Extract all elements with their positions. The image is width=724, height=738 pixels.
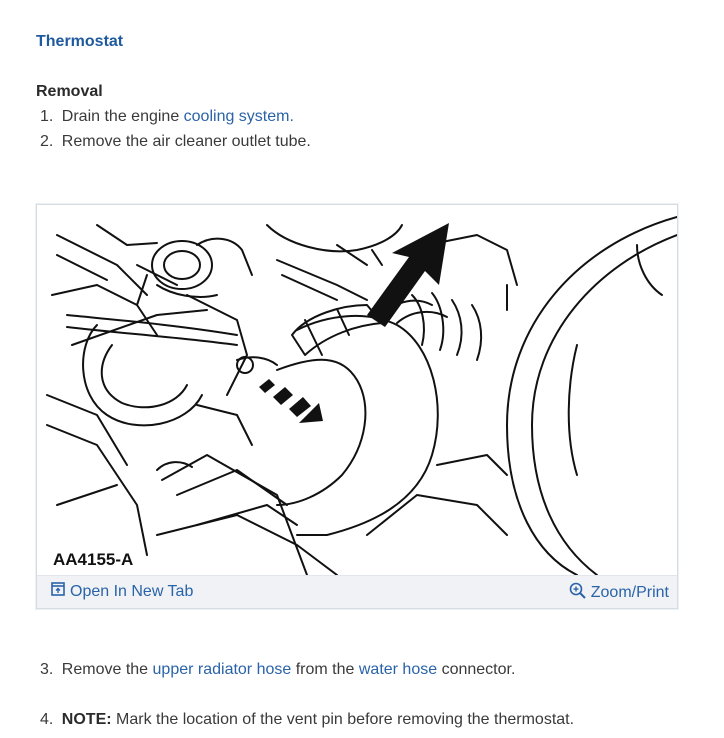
zoom-in-icon [569, 582, 586, 604]
open-new-tab-icon [51, 582, 65, 601]
zoom-print-button[interactable] [569, 582, 669, 604]
step-number: 4. [40, 711, 54, 728]
thermostat-diagram-image[interactable] [37, 205, 677, 575]
step-text: from the [291, 661, 359, 678]
open-in-new-tab-label: Open In New Tab [70, 582, 194, 600]
step-text: Drain the engine [61, 108, 184, 125]
cooling-system-link[interactable]: cooling system. [183, 108, 294, 125]
open-in-new-tab-button[interactable] [51, 582, 193, 601]
thermostat-diagram-drawing [37, 205, 677, 575]
step-2 [40, 133, 311, 151]
page-title: Thermostat [36, 33, 124, 50]
step-4 [40, 711, 574, 729]
step-text: connector. [437, 661, 516, 678]
note-label: NOTE: [61, 711, 112, 728]
figure-toolbar [37, 575, 677, 608]
step-text: Remove the air cleaner outlet tube. [61, 133, 311, 150]
section-heading-removal: Removal [36, 83, 103, 100]
step-number: 1. [40, 108, 54, 125]
step-number: 2. [40, 133, 54, 150]
step-3 [40, 661, 515, 679]
figure-caption-code: AA4155-A [53, 550, 134, 569]
step-text: Mark the location of the vent pin before removing the thermostat. [111, 711, 575, 728]
step-number: 3. [40, 661, 54, 678]
zoom-print-label: Zoom/Print [590, 584, 669, 601]
upper-radiator-hose-link[interactable]: upper radiator hose [152, 661, 292, 678]
water-hose-link[interactable]: water hose [358, 661, 438, 678]
step-text: Remove the [61, 661, 153, 678]
step-1 [40, 108, 294, 126]
figure-card [36, 204, 678, 609]
